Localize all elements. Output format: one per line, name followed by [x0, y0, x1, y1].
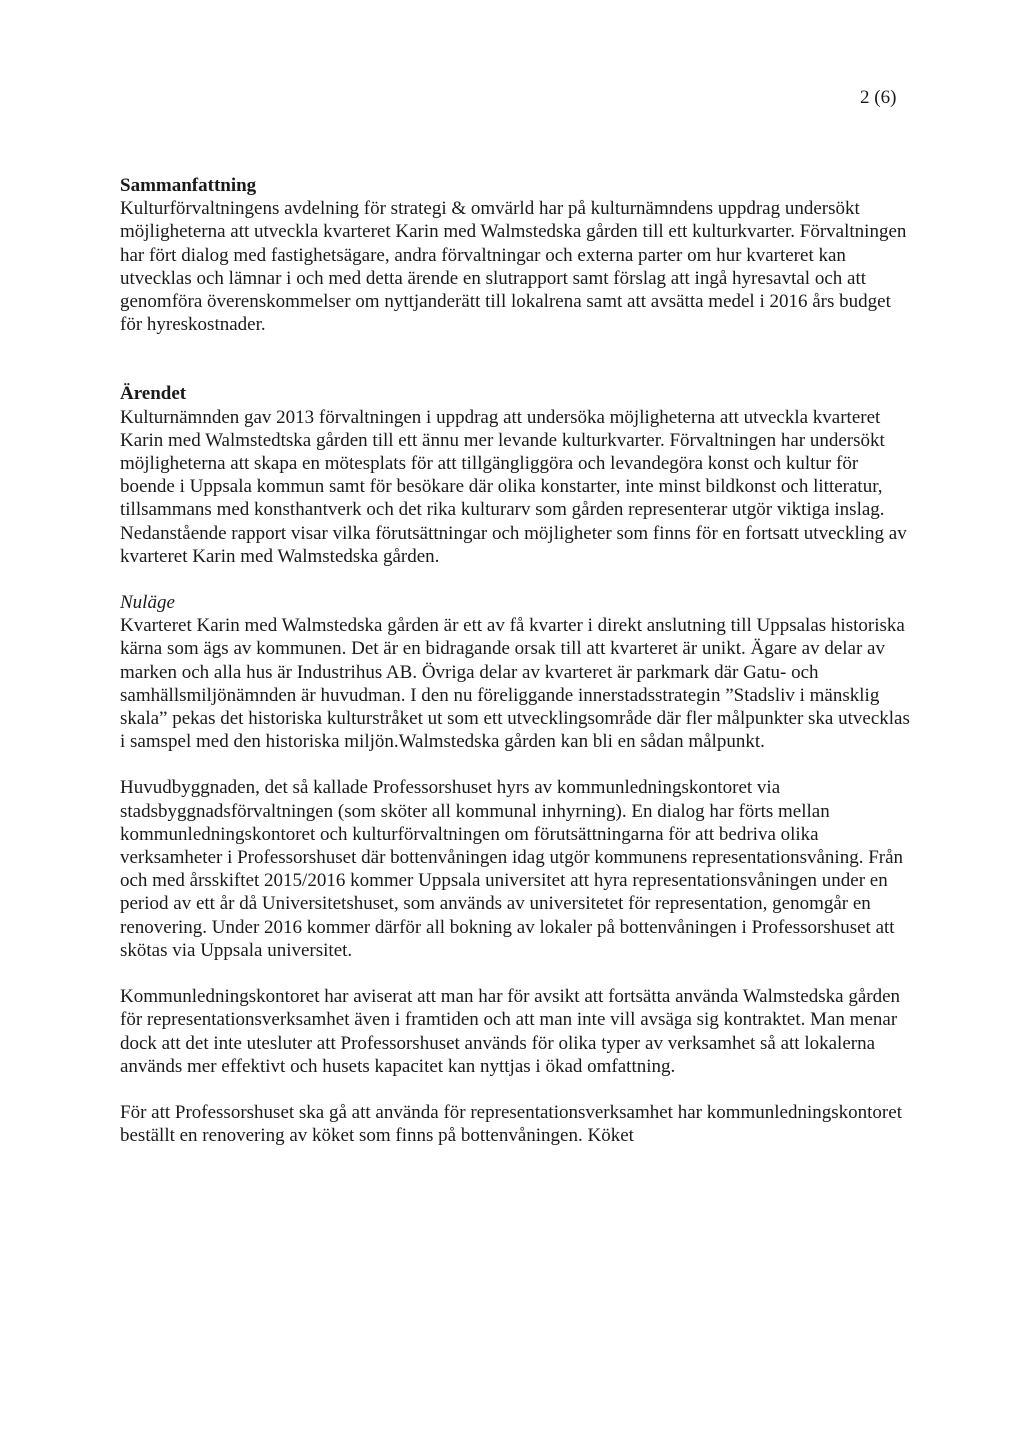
- matter-section: [120, 382, 910, 568]
- document-body: [120, 174, 910, 1147]
- summary-heading: Sammanfattning: [120, 175, 257, 196]
- current-paragraph: Huvudbyggnaden, det så kallade Professorshuset hyrs av kommunledningskontoret via stadsbyggnadsförvaltningen (som sköter all kommunal inhyrning). En dialog har förts mellan kommunledningskontoret och kulturförvaltningen om förutsättningarna för att bedriva olika verksamheter i Professorshuset där bottenvåningen idag utgör kommunens representationsvåning. Från och med årsskiftet 2015/2016 kommer Uppsala universitet att hyra representationsvåningen under en period av ett år då Universitetshuset, som används av universitetet för representation, genomgår en renovering. Under 2016 kommer därför all bokning av lokaler på bottenvåningen i Professorshuset att skötas via Uppsala universitet.: [120, 777, 904, 961]
- spacer: [120, 962, 910, 985]
- page-number: 2 (6): [860, 87, 897, 108]
- spacer: [120, 568, 910, 591]
- current-section: [120, 591, 910, 1147]
- matter-heading: Ärendet: [120, 383, 187, 405]
- summary-section: [120, 174, 910, 336]
- current-paragraph: Kvarteret Karin med Walmstedska gården är ett av få kvarter i direkt anslutning till Uppsalas historiska kärna som ägs av kommunen. Det är en bidragande orsak till att kvarteret är unikt. Ägare av delar av marken och alla hus är Industrihus AB. Övriga delar av kvarteret är parkmark där Gatu- och samhällsmiljönämnden är huvudman. I den nu föreliggande innerstadsstrategin ”Stadsliv i mänsklig skala” pekas det historiska kulturstråket ut som ett utvecklingsområde där fler målpunkter ska utvecklas i samspel med den historiska miljön.Walmstedska gården kan bli en sådan målpunkt.: [120, 615, 910, 753]
- spacer: [120, 336, 910, 382]
- current-heading: Nuläge: [120, 592, 175, 614]
- spacer: [120, 753, 910, 776]
- spacer: [120, 1078, 910, 1101]
- current-paragraph: För att Professorshuset ska gå att använda för representationsverksamhet har kommunledningskontoret beställt en renovering av köket som finns på bottenvåningen. Köket: [120, 1101, 902, 1147]
- summary-paragraph: Kulturförvaltningens avdelning för strategi & omvärld har på kulturnämndens uppdrag undersökt möjligheterna att utveckla kvarteret Karin med Walmstedska gården till ett kulturkvarter. Förvaltningen har fört dialog med fastighetsägare, andra förvaltningar och externa parter om hur kvarteret kan utvecklas och lämnar i och med detta ärende en slutrapport samt förslag att ingå hyresavtal och att genomföra överenskommelser om nyttjanderätt till lokalrena samt att avsätta medel i 2016 års budget för hyreskostnader.: [120, 198, 907, 336]
- current-paragraph: Kommunledningskontoret har aviserat att man har för avsikt att fortsätta använda Walmstedska gården för representationsverksamhet även i framtiden och att man inte vill avsäga sig kontraktet. Man menar dock att det inte utesluter att Professorshuset används för olika typer av verksamhet så att lokalerna används mer effektivt och husets kapacitet kan nyttjas i ökad omfattning.: [120, 986, 901, 1077]
- matter-paragraph: Kulturnämnden gav 2013 förvaltningen i uppdrag att undersöka möjligheterna att utveckla kvarteret Karin med Walmstedtska gården till ett ännu mer levande kulturkvarter. Förvaltningen har undersökt möjligheterna att skapa en mötesplats för att tillgängliggöra och levandegöra konst och kultur för boende i Uppsala kommun samt för besökare där olika konstarter, inte minst bildkonst och litteratur, tillsammans med konsthantverk och det rika kulturarv som gården representerar utgör viktiga inslag. Nedanstående rapport visar vilka förutsättningar och möjligheter som finns för en fortsatt utveckling av kvarteret Karin med Walmstedska gården.: [120, 406, 907, 567]
